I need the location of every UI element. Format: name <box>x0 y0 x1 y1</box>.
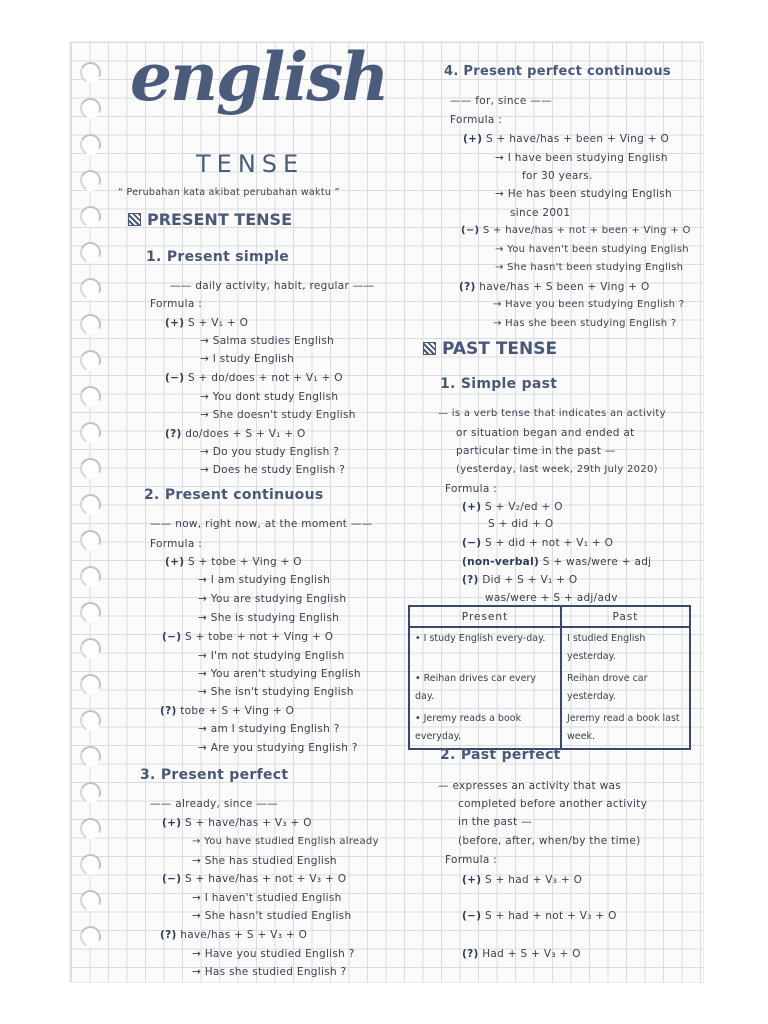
question-formula: (?) Had + S + V₃ + O <box>462 948 581 960</box>
present-continuous-usage: —— now, right now, at the moment —— <box>150 518 373 530</box>
description-line: — is a verb tense that indicates an activity <box>438 408 666 419</box>
description-line: in the past — <box>458 816 532 828</box>
negative-formula: (−) S + have/has + not + been + Ving + O <box>461 225 691 236</box>
example: → You aren't studying English <box>198 668 361 680</box>
description-line: completed before another activity <box>458 798 648 810</box>
present-tense-heading: PRESENT TENSE <box>128 210 292 229</box>
square-bullet-icon <box>128 213 141 226</box>
table-cell: • I study English every-day. <box>409 627 561 668</box>
negative-formula: (−) S + had + not + V₃ + O <box>462 910 617 922</box>
nonverbal-formula: (non-verbal) S + was/were + adj <box>462 556 652 568</box>
example: → I have been studying English <box>495 152 668 164</box>
example: → She doesn't study English <box>200 409 356 421</box>
example: → Does he study English ? <box>200 464 346 476</box>
table-cell: Reihan drove car yesterday. <box>567 673 648 702</box>
table-cell: I studied English yesterday. <box>567 633 646 662</box>
example: for 30 years. <box>522 170 593 182</box>
present-past-comparison-table <box>408 605 691 750</box>
positive-formula: (+) S + have/has + V₃ + O <box>162 817 312 829</box>
positive-formula: (+) S + tobe + Ving + O <box>165 556 302 568</box>
table-cell: • Reihan drives car every day. <box>409 668 561 708</box>
table-cell: • Jeremy reads a book everyday. <box>409 708 561 749</box>
example: → Do you study English ? <box>200 446 340 458</box>
example: → You haven't been studying English <box>495 244 689 255</box>
example: → I'm not studying English <box>198 650 345 662</box>
example: → Has she studied English ? <box>192 966 347 978</box>
formula-label: Formula : <box>450 114 503 126</box>
positive-formula: (+) S + V₂/ed + O <box>462 501 563 513</box>
positive-formula-alt: S + did + O <box>488 518 554 530</box>
present-perfect-usage: —— already, since —— <box>150 798 278 810</box>
present-continuous-title: 2. Present continuous <box>144 487 324 503</box>
description-line: (before, after, when/by the time) <box>458 835 641 847</box>
past-tense-heading: PAST TENSE <box>423 339 557 359</box>
question-formula: (?) do/does + S + V₁ + O <box>165 428 306 440</box>
example: → She isn't studying English <box>198 686 354 698</box>
column-header-present: Present <box>409 606 561 627</box>
table-row <box>409 668 690 708</box>
example: since 2001 <box>510 207 571 219</box>
negative-formula: (−) S + did + not + V₁ + O <box>462 537 614 549</box>
table-cell: Jeremy read a book last week. <box>567 713 680 742</box>
present-perfect-title: 3. Present perfect <box>140 767 289 783</box>
example: → Are you studying English ? <box>198 742 358 754</box>
example: → You have studied English already <box>192 836 379 847</box>
present-simple-usage: —— daily activity, habit, regular —— <box>170 280 375 292</box>
description-line: or situation began and ended at <box>456 427 635 439</box>
formula-label: Formula : <box>445 483 498 495</box>
example: → Salma studies English <box>200 335 335 347</box>
formula-label: Formula : <box>445 854 498 866</box>
subtitle: TENSE <box>196 150 305 178</box>
positive-formula: (+) S + have/has + been + Ving + O <box>463 133 670 145</box>
present-perfect-continuous-title: 4. Present perfect continuous <box>444 64 671 79</box>
page-title: english <box>130 38 388 116</box>
example: → You are studying English <box>198 593 347 605</box>
example: → You dont study English <box>200 391 339 403</box>
present-simple-title: 1. Present simple <box>146 249 290 265</box>
description-line: (yesterday, last week, 29th July 2020) <box>456 464 658 475</box>
example: → Have you been studying English ? <box>493 299 685 310</box>
table-header-row <box>409 606 690 627</box>
example: → I haven't studied English <box>192 892 342 904</box>
example: → Have you studied English ? <box>192 948 355 960</box>
negative-formula: (−) S + do/does + not + V₁ + O <box>165 372 343 384</box>
example: → He has been studying English <box>495 188 672 200</box>
example: → Has she been studying English ? <box>493 318 677 329</box>
table-row <box>409 627 690 668</box>
question-formula: (?) Did + S + V₁ + O <box>462 574 578 586</box>
example: → am I studying English ? <box>198 723 340 735</box>
example: → She is studying English <box>198 612 340 624</box>
positive-formula: (+) S + had + V₃ + O <box>462 874 583 886</box>
table-row <box>409 708 690 749</box>
column-header-past: Past <box>561 606 690 627</box>
example: → She hasn't been studying English <box>495 262 684 273</box>
example: → I am studying English <box>198 574 331 586</box>
question-formula: (?) have/has + S + V₃ + O <box>160 929 308 941</box>
simple-past-title: 1. Simple past <box>440 376 558 392</box>
perfect-continuous-usage: —— for, since —— <box>450 95 552 107</box>
square-bullet-icon <box>423 342 436 355</box>
formula-label: Formula : <box>150 538 203 550</box>
question-formula: (?) tobe + S + Ving + O <box>160 705 295 717</box>
question-formula-alt: was/were + S + adj/adv <box>485 592 618 604</box>
formula-label: Formula : <box>150 298 203 310</box>
example: → She hasn't studied English <box>192 910 352 922</box>
description-line: — expresses an activity that was <box>438 780 621 792</box>
negative-formula: (−) S + tobe + not + Ving + O <box>162 631 334 643</box>
definition-quote: “ Perubahan kata akibat perubahan waktu ” <box>118 187 340 198</box>
negative-formula: (−) S + have/has + not + V₃ + O <box>162 873 347 885</box>
description-line: particular time in the past — <box>456 445 616 457</box>
question-formula: (?) have/has + S been + Ving + O <box>459 281 650 293</box>
example: → She has studied English <box>192 855 337 867</box>
example: → I study English <box>200 353 295 365</box>
past-perfect-title: 2. Past perfect <box>440 747 561 763</box>
positive-formula: (+) S + V₁ + O <box>165 317 249 329</box>
